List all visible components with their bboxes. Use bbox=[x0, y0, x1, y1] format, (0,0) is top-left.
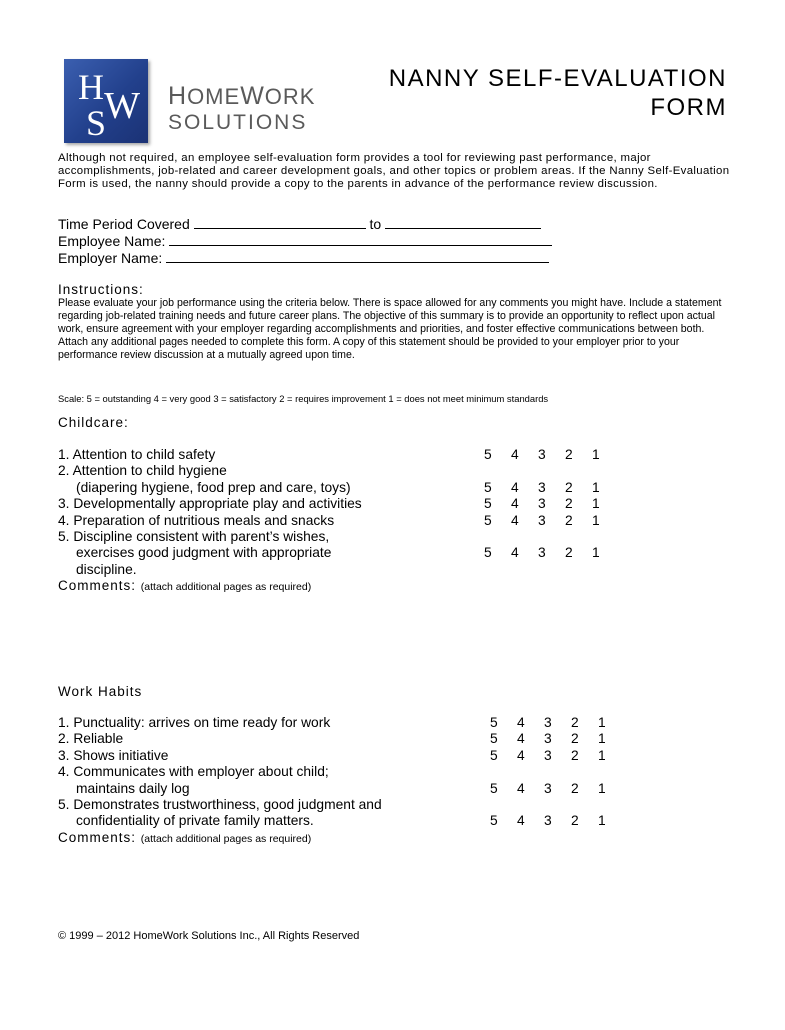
rating-options bbox=[490, 731, 625, 747]
criteria-line: exercises good judgment with appropriate 5 4 3 2 1 bbox=[58, 545, 362, 561]
childcare-criteria-list bbox=[58, 447, 600, 596]
rating-option[interactable]: 4 bbox=[511, 545, 519, 561]
rating-option[interactable]: 1 bbox=[598, 813, 606, 829]
rating-options bbox=[490, 715, 625, 731]
time-period-start-field[interactable] bbox=[194, 216, 366, 229]
criteria-line: (diapering hygiene, food prep and care, toys) 5 4 3 2 1 bbox=[58, 480, 362, 496]
rating-option[interactable]: 5 bbox=[484, 447, 492, 462]
to-label: to bbox=[369, 216, 382, 232]
rating-options bbox=[490, 813, 625, 829]
employee-name-field[interactable] bbox=[169, 233, 552, 246]
rating-option[interactable]: 4 bbox=[511, 447, 519, 462]
criteria-item bbox=[58, 731, 606, 747]
employer-name-field[interactable] bbox=[166, 250, 549, 263]
company-logo-wordmark bbox=[168, 84, 315, 133]
rating-option[interactable]: 5 bbox=[490, 747, 498, 763]
rating-option[interactable]: 3 bbox=[544, 780, 552, 796]
rating-option[interactable]: 1 bbox=[598, 731, 606, 747]
criteria-line: 5. Demonstrates trustworthiness, good judgment and bbox=[58, 797, 382, 813]
criteria-line: confidentiality of private family matters. 5 4 3 2 1 bbox=[58, 813, 382, 829]
criteria-line: 1. Punctuality: arrives on time ready for work 5 4 3 2 1 bbox=[58, 715, 382, 731]
employee-name-row bbox=[58, 233, 552, 250]
rating-option[interactable]: 1 bbox=[592, 545, 600, 561]
rating-option[interactable]: 1 bbox=[598, 780, 606, 796]
rating-option[interactable]: 5 bbox=[490, 813, 498, 829]
criteria-item bbox=[58, 512, 600, 529]
form-title: NANNY SELF-EVALUATION FORM bbox=[388, 65, 727, 121]
rating-option[interactable]: 5 bbox=[484, 479, 492, 495]
rating-options bbox=[484, 545, 619, 561]
rating-option[interactable]: 5 bbox=[484, 512, 492, 528]
company-logo-mark bbox=[64, 59, 148, 143]
criteria-item bbox=[58, 764, 606, 797]
rating-option[interactable]: 1 bbox=[592, 447, 600, 462]
rating-option[interactable]: 3 bbox=[544, 747, 552, 763]
employee-name-label: Employee Name: bbox=[58, 233, 166, 249]
rating-option[interactable]: 4 bbox=[511, 479, 519, 495]
instructions-heading: Instructions: bbox=[58, 282, 144, 297]
criteria-item bbox=[58, 715, 606, 731]
rating-option[interactable]: 4 bbox=[517, 780, 525, 796]
rating-option[interactable]: 1 bbox=[592, 496, 600, 512]
rating-option[interactable]: 3 bbox=[538, 545, 546, 561]
rating-option[interactable]: 2 bbox=[571, 715, 579, 730]
rating-option[interactable]: 3 bbox=[544, 715, 552, 730]
rating-option[interactable]: 2 bbox=[565, 479, 573, 495]
rating-option[interactable]: 3 bbox=[538, 479, 546, 495]
rating-option[interactable]: 5 bbox=[490, 715, 498, 730]
rating-option[interactable]: 2 bbox=[565, 496, 573, 512]
employer-name-row bbox=[58, 250, 549, 267]
criteria-item bbox=[58, 747, 606, 764]
rating-option[interactable]: 3 bbox=[538, 447, 546, 462]
employer-name-label: Employer Name: bbox=[58, 250, 163, 266]
criteria-line: discipline. bbox=[76, 561, 137, 577]
criteria-line: 1. Attention to child safety 5 4 3 2 1 bbox=[58, 447, 362, 463]
criteria-line: 5. Discipline consistent with parent’s wishes, bbox=[58, 529, 330, 545]
criteria-line: 2. Attention to child hygiene bbox=[58, 463, 227, 479]
comments-label: Comments: (attach additional pages as required) bbox=[58, 829, 312, 845]
criteria-item bbox=[58, 463, 600, 496]
childcare-heading: Childcare: bbox=[58, 415, 129, 430]
criteria-item bbox=[58, 496, 600, 512]
copyright-footer: © 1999 – 2012 HomeWork Solutions Inc., All Rights Reserved bbox=[58, 930, 360, 942]
rating-option[interactable]: 3 bbox=[538, 496, 546, 512]
work-habits-criteria-list bbox=[58, 715, 606, 847]
rating-options bbox=[484, 513, 619, 529]
rating-scale-legend: Scale: 5 = outstanding 4 = very good 3 = satisfactory 2 = requires improvement 1 = does not meet minimum standards bbox=[58, 393, 549, 404]
rating-options bbox=[484, 447, 619, 463]
logo-monogram-h: H bbox=[78, 67, 104, 107]
logo-line-solutions: SOLUTIONS bbox=[168, 111, 308, 134]
rating-option[interactable]: 2 bbox=[571, 731, 579, 747]
rating-option[interactable]: 5 bbox=[490, 731, 498, 747]
rating-options bbox=[484, 496, 619, 512]
criteria-line: maintains daily log 5 4 3 2 1 bbox=[58, 781, 382, 797]
rating-option[interactable]: 5 bbox=[490, 780, 498, 796]
rating-options bbox=[490, 781, 625, 797]
time-period-row bbox=[58, 216, 541, 233]
time-period-end-field[interactable] bbox=[385, 216, 541, 229]
criteria-line: 4. Preparation of nutritious meals and snacks 5 4 3 2 1 bbox=[58, 513, 362, 529]
rating-option[interactable]: 4 bbox=[517, 813, 525, 829]
criteria-line: 3. Developmentally appropriate play and activities 5 4 3 2 1 bbox=[58, 496, 362, 512]
comments-note: (attach additional pages as required) bbox=[140, 832, 312, 845]
rating-option[interactable]: 1 bbox=[592, 479, 600, 495]
rating-option[interactable]: 4 bbox=[511, 496, 519, 512]
rating-option[interactable]: 2 bbox=[565, 447, 573, 462]
rating-option[interactable]: 4 bbox=[511, 512, 519, 528]
rating-option[interactable]: 2 bbox=[571, 780, 579, 796]
rating-option[interactable]: 1 bbox=[592, 512, 600, 528]
rating-option[interactable]: 4 bbox=[517, 747, 525, 763]
instructions-body: Please evaluate your job performance using the criteria below. There is space allowed for any comments you might have. Include a statement regarding job-related training needs and future career plans. The objective of this summary is to provide an opportunity to reflect upon actual work, ensure agreement with your employer regarding accomplishments and priorities, and foster effective communications between both. Attach any additional pages needed to complete this form. A copy of this statement should be provided to your employer prior to your performance review discussion at a mutually agreed upon time. bbox=[58, 297, 722, 361]
work-habits-heading: Work Habits bbox=[58, 684, 143, 699]
rating-option[interactable]: 3 bbox=[544, 731, 552, 747]
rating-option[interactable]: 4 bbox=[517, 715, 525, 730]
rating-option[interactable]: 1 bbox=[598, 715, 606, 730]
rating-option[interactable]: 2 bbox=[571, 813, 579, 829]
logo-monogram-w: W bbox=[104, 85, 140, 127]
rating-options bbox=[490, 748, 625, 764]
rating-option[interactable]: 2 bbox=[571, 747, 579, 763]
rating-options bbox=[484, 480, 619, 496]
criteria-item bbox=[58, 797, 606, 830]
rating-option[interactable]: 3 bbox=[544, 813, 552, 829]
time-period-label: Time Period Covered bbox=[58, 216, 190, 232]
rating-option[interactable]: 5 bbox=[484, 545, 492, 561]
rating-option[interactable]: 4 bbox=[517, 731, 525, 747]
criteria-item bbox=[58, 447, 600, 463]
logo-monogram-s: S bbox=[85, 103, 107, 143]
logo-line-homework: HOMEWORK bbox=[168, 82, 316, 110]
criteria-line: 3. Shows initiative 5 4 3 2 1 bbox=[58, 748, 382, 764]
comments-label: Comments: (attach additional pages as required) bbox=[58, 578, 312, 594]
intro-paragraph: Although not required, an employee self-evaluation form provides a tool for reviewing past performance, major accomplishments, job-related and career development goals, and other topics or problem areas. If the Nanny Self-Evaluation Form is used, the nanny should provide a copy to the parents in advance of the performance review discussion. bbox=[58, 152, 730, 191]
rating-option[interactable]: 1 bbox=[598, 747, 606, 763]
rating-option[interactable]: 5 bbox=[484, 496, 492, 512]
rating-option[interactable]: 2 bbox=[565, 545, 573, 561]
criteria-line: 4. Communicates with employer about child; bbox=[58, 764, 329, 780]
criteria-line: 2. Reliable 5 4 3 2 1 bbox=[58, 731, 382, 747]
criteria-item bbox=[58, 529, 600, 578]
comments-note: (attach additional pages as required) bbox=[140, 581, 312, 594]
rating-option[interactable]: 2 bbox=[565, 512, 573, 528]
rating-option[interactable]: 3 bbox=[538, 512, 546, 528]
